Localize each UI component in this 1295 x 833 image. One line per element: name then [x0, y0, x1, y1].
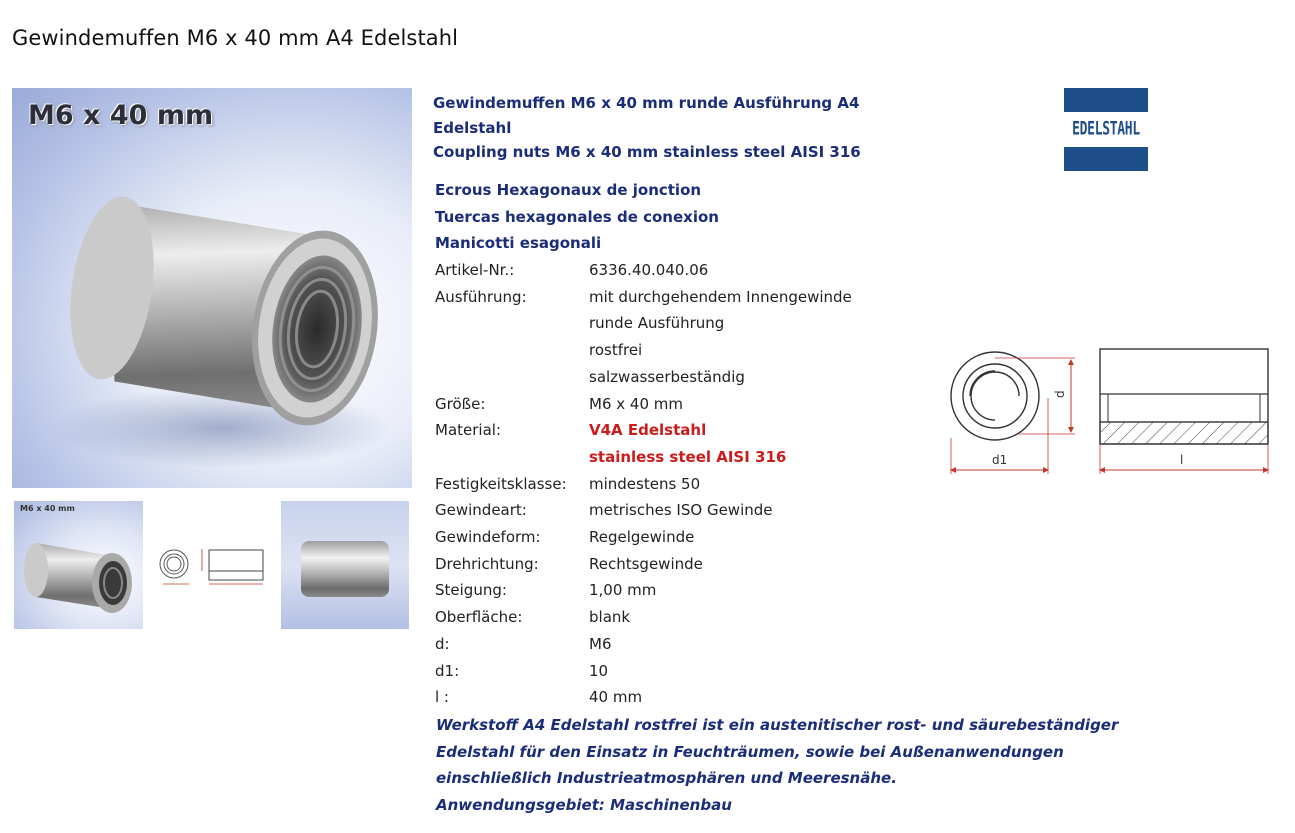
technical-drawing [940, 338, 1280, 478]
spec-label: Artikel-Nr.: [435, 261, 515, 279]
spec-value: 10 [589, 661, 609, 680]
coupling-nut-thumb-illustration [14, 501, 143, 629]
edelstahl-logo [1064, 88, 1148, 171]
spec-label: Ausführung: [435, 287, 527, 306]
spec-label: Steigung: [435, 581, 507, 600]
translations-block [435, 177, 719, 257]
spec-value-material-de: V4A Edelstahl [589, 421, 707, 440]
spec-value: M6 x 40 mm [589, 394, 683, 413]
spec-row-size [435, 391, 852, 418]
spec-label: Drehrichtung: [435, 554, 539, 573]
spec-table [435, 257, 852, 711]
spec-label: d1: [435, 661, 460, 680]
end-view [951, 352, 1039, 440]
spec-value: salzwasserbeständig [589, 367, 745, 386]
spec-value: mit durchgehendem Innengewinde [589, 287, 852, 306]
spec-label: Größe: [435, 394, 486, 413]
spec-row-d [435, 631, 852, 658]
spec-value: blank [589, 608, 631, 627]
main-product-image[interactable] [12, 88, 412, 488]
spec-label: Oberfläche: [435, 608, 523, 627]
spec-row-direction [435, 551, 852, 578]
spec-label: l : [435, 688, 449, 707]
name-italian: Manicotti esagonali [435, 234, 602, 253]
spec-label: Festigkeitsklasse: [435, 474, 567, 493]
main-image-size-label: M6 x 40 mm [28, 100, 214, 131]
spec-value: rostfrei [589, 341, 643, 360]
spec-value: Regelgewinde [589, 528, 695, 547]
thumbnail-photo-side[interactable] [281, 501, 409, 629]
name-spanish: Tuercas hexagonales de conexion [435, 207, 719, 226]
spec-row-strength-class [435, 471, 852, 498]
spec-value: M6 [589, 634, 612, 653]
spec-label: Gewindeform: [435, 528, 541, 547]
thumbnail-technical-drawing[interactable] [149, 501, 275, 629]
headline-german: Gewindemuffen M6 x 40 mm runde Ausführung A4 Edelstahl [433, 94, 860, 137]
material-description [436, 712, 1136, 819]
logo-text: EDELSTAHL [1072, 119, 1140, 140]
dimension-d-label: d [1053, 390, 1067, 398]
spec-label: Material: [435, 421, 501, 440]
coupling-nut-side-illustration [281, 501, 409, 629]
spec-value: 6336.40.040.06 [589, 261, 709, 279]
coupling-nut-illustration [12, 88, 412, 488]
spec-value-material-en: stainless steel AISI 316 [589, 447, 787, 466]
spec-row-material [435, 417, 852, 470]
spec-label: d: [435, 634, 450, 653]
material-description-line: Werkstoff A4 Edelstahl rostfrei ist ein austenitischer rost- und säurebeständiger [436, 716, 1119, 734]
spec-label: Gewindeart: [435, 501, 527, 520]
product-headline [433, 91, 883, 165]
thumbnail-photo-front[interactable] [14, 501, 143, 629]
dimension-d1-label: d1 [992, 453, 1008, 467]
spec-row-d1 [435, 658, 852, 685]
application-area: Anwendungsgebiet: Maschinenbau [436, 796, 732, 815]
spec-row-thread-type [435, 497, 852, 524]
thumbnail-size-label: M6 x 40 mm [20, 504, 75, 513]
spec-row-thread-form [435, 524, 852, 551]
spec-value: 1,00 mm [589, 581, 657, 600]
spec-row-article-number [435, 257, 852, 284]
spec-row-surface [435, 604, 852, 631]
spec-value: mindestens 50 [589, 474, 701, 493]
spec-value: Rechtsgewinde [589, 554, 703, 573]
dimension-l-label: l [1180, 453, 1184, 467]
headline-english: Coupling nuts M6 x 40 mm stainless steel AISI 316 [433, 143, 861, 161]
page-title: Gewindemuffen M6 x 40 mm A4 Edelstahl [12, 26, 459, 50]
material-description-line: einschließlich Industrieatmosphären und Meeresnähe. [436, 769, 897, 788]
spec-value: 40 mm [589, 688, 643, 707]
name-french: Ecrous Hexagonaux de jonction [435, 181, 702, 199]
spec-value: metrisches ISO Gewinde [589, 501, 773, 520]
technical-drawing-thumb [149, 501, 275, 629]
spec-row-length [435, 684, 852, 711]
material-description-line: Edelstahl für den Einsatz in Feuchträumen, sowie bei Außenanwendungen [436, 742, 1064, 761]
spec-row-pitch [435, 577, 852, 604]
spec-row-design [435, 284, 852, 391]
spec-value: runde Ausführung [589, 314, 725, 333]
